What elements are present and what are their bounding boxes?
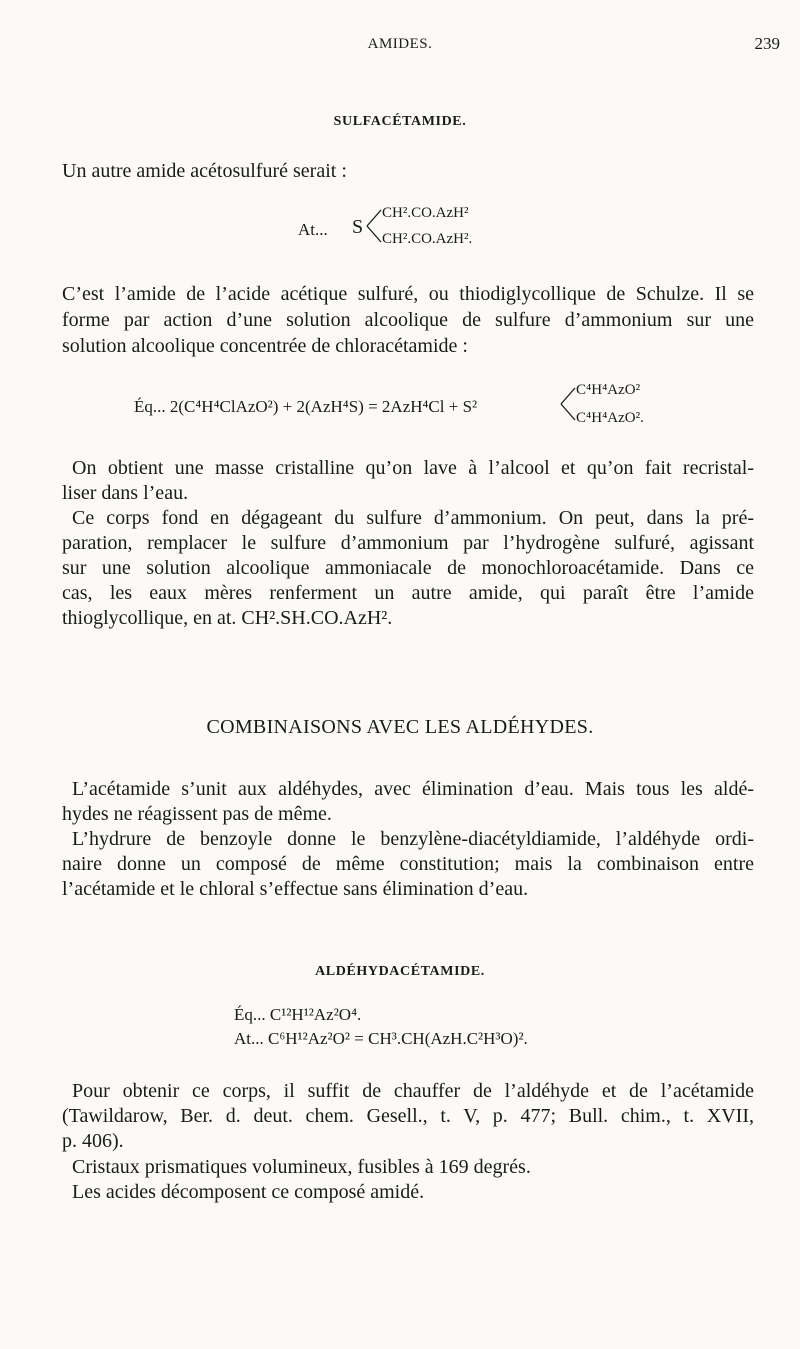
- para3-line2: paration, remplacer le sulfure d’ammonium par l’hydrogène sulfuré, agissant: [62, 532, 754, 554]
- formula-lower-branch: CH².CO.AzH².: [382, 231, 473, 247]
- branch-bracket-eq: [560, 384, 576, 424]
- intro-line: Un autre amide acétosulfuré serait :: [62, 160, 347, 182]
- formula-eq-lower: C⁴H⁴AzO².: [576, 410, 644, 426]
- para1-line3: solution alcoolique concentrée de chloracétamide :: [62, 335, 468, 357]
- s3-para1-line2: (Tawildarow, Ber. d. deut. chem. Gesell., t. V, p. 477; Bull. chim., t. XVII,: [62, 1105, 754, 1127]
- section-heading-aldehydes: COMBINAISONS AVEC LES ALDÉHYDES.: [206, 716, 594, 738]
- s3-para3: Les acides décomposent ce composé amidé.: [72, 1181, 425, 1203]
- s2-para2-line3: l’acétamide et le chloral s’effectue sans élimination d’eau.: [62, 878, 529, 900]
- para3-line5: thioglycollique, en at. CH².SH.CO.AzH².: [62, 607, 393, 629]
- formula-s: S: [352, 216, 364, 238]
- s3-para2: Cristaux prismatiques volumineux, fusibles à 169 degrés.: [72, 1156, 531, 1178]
- branch-bracket: [366, 206, 382, 246]
- s3-para1-line1: Pour obtenir ce corps, il suffit de chauffer de l’aldéhyde et de l’acétamide: [72, 1080, 754, 1102]
- formula-upper-branch: CH².CO.AzH²: [382, 205, 469, 221]
- running-header: AMIDES.: [367, 36, 433, 52]
- para3-line1: Ce corps fond en dégageant du sulfure d’ammonium. On peut, dans la pré-: [72, 507, 754, 529]
- para1-line1: C’est l’amide de l’acide acétique sulfuré, ou thiodiglycollique de Schulze. Il se: [62, 283, 754, 305]
- section-title-aldehydacetamide: ALDÉHYDACÉTAMIDE.: [315, 964, 485, 979]
- s2-para2-line1: L’hydrure de benzoyle donne le benzylène-diacétyldiamide, l’aldéhyde ordi-: [72, 828, 754, 850]
- formula-prefix: At...: [298, 220, 328, 239]
- para3-line3: sur une solution alcoolique ammoniacale de monochloroacétamide. Dans ce: [62, 557, 754, 579]
- s3-para1-line3: p. 406).: [62, 1130, 124, 1152]
- s2-para1-line2: hydes ne réagissent pas de même.: [62, 803, 332, 825]
- formula-eq-main: Éq... 2(C⁴H⁴ClAzO²) + 2(AzH⁴S) = 2AzH⁴Cl + S²: [134, 397, 478, 416]
- page-number: 239: [754, 34, 780, 53]
- para3-line4: cas, les eaux mères renferment un autre amide, qui paraît être l’amide: [62, 582, 754, 604]
- formula-eq-aldehydacetamide: Éq... C¹²H¹²Az²O⁴.: [234, 1005, 362, 1024]
- formula-at-aldehydacetamide: At... C⁶H¹²Az²O² = CH³.CH(AzH.C²H³O)².: [234, 1029, 528, 1048]
- formula-eq-upper: C⁴H⁴AzO²: [576, 382, 641, 398]
- s2-para1-line1: L’acétamide s’unit aux aldéhydes, avec élimination d’eau. Mais tous les aldé-: [72, 778, 754, 800]
- section-title-sulfacetamide: SULFACÉTAMIDE.: [333, 114, 467, 129]
- para2-line2: liser dans l’eau.: [62, 482, 189, 504]
- para1-line2: forme par action d’une solution alcoolique de sulfure d’ammonium sur une: [62, 309, 754, 331]
- para2-line1: On obtient une masse cristalline qu’on lave à l’alcool et qu’on fait recristal-: [72, 457, 754, 479]
- s2-para2-line2: naire donne un composé de même constitution; mais la combinaison entre: [62, 853, 754, 875]
